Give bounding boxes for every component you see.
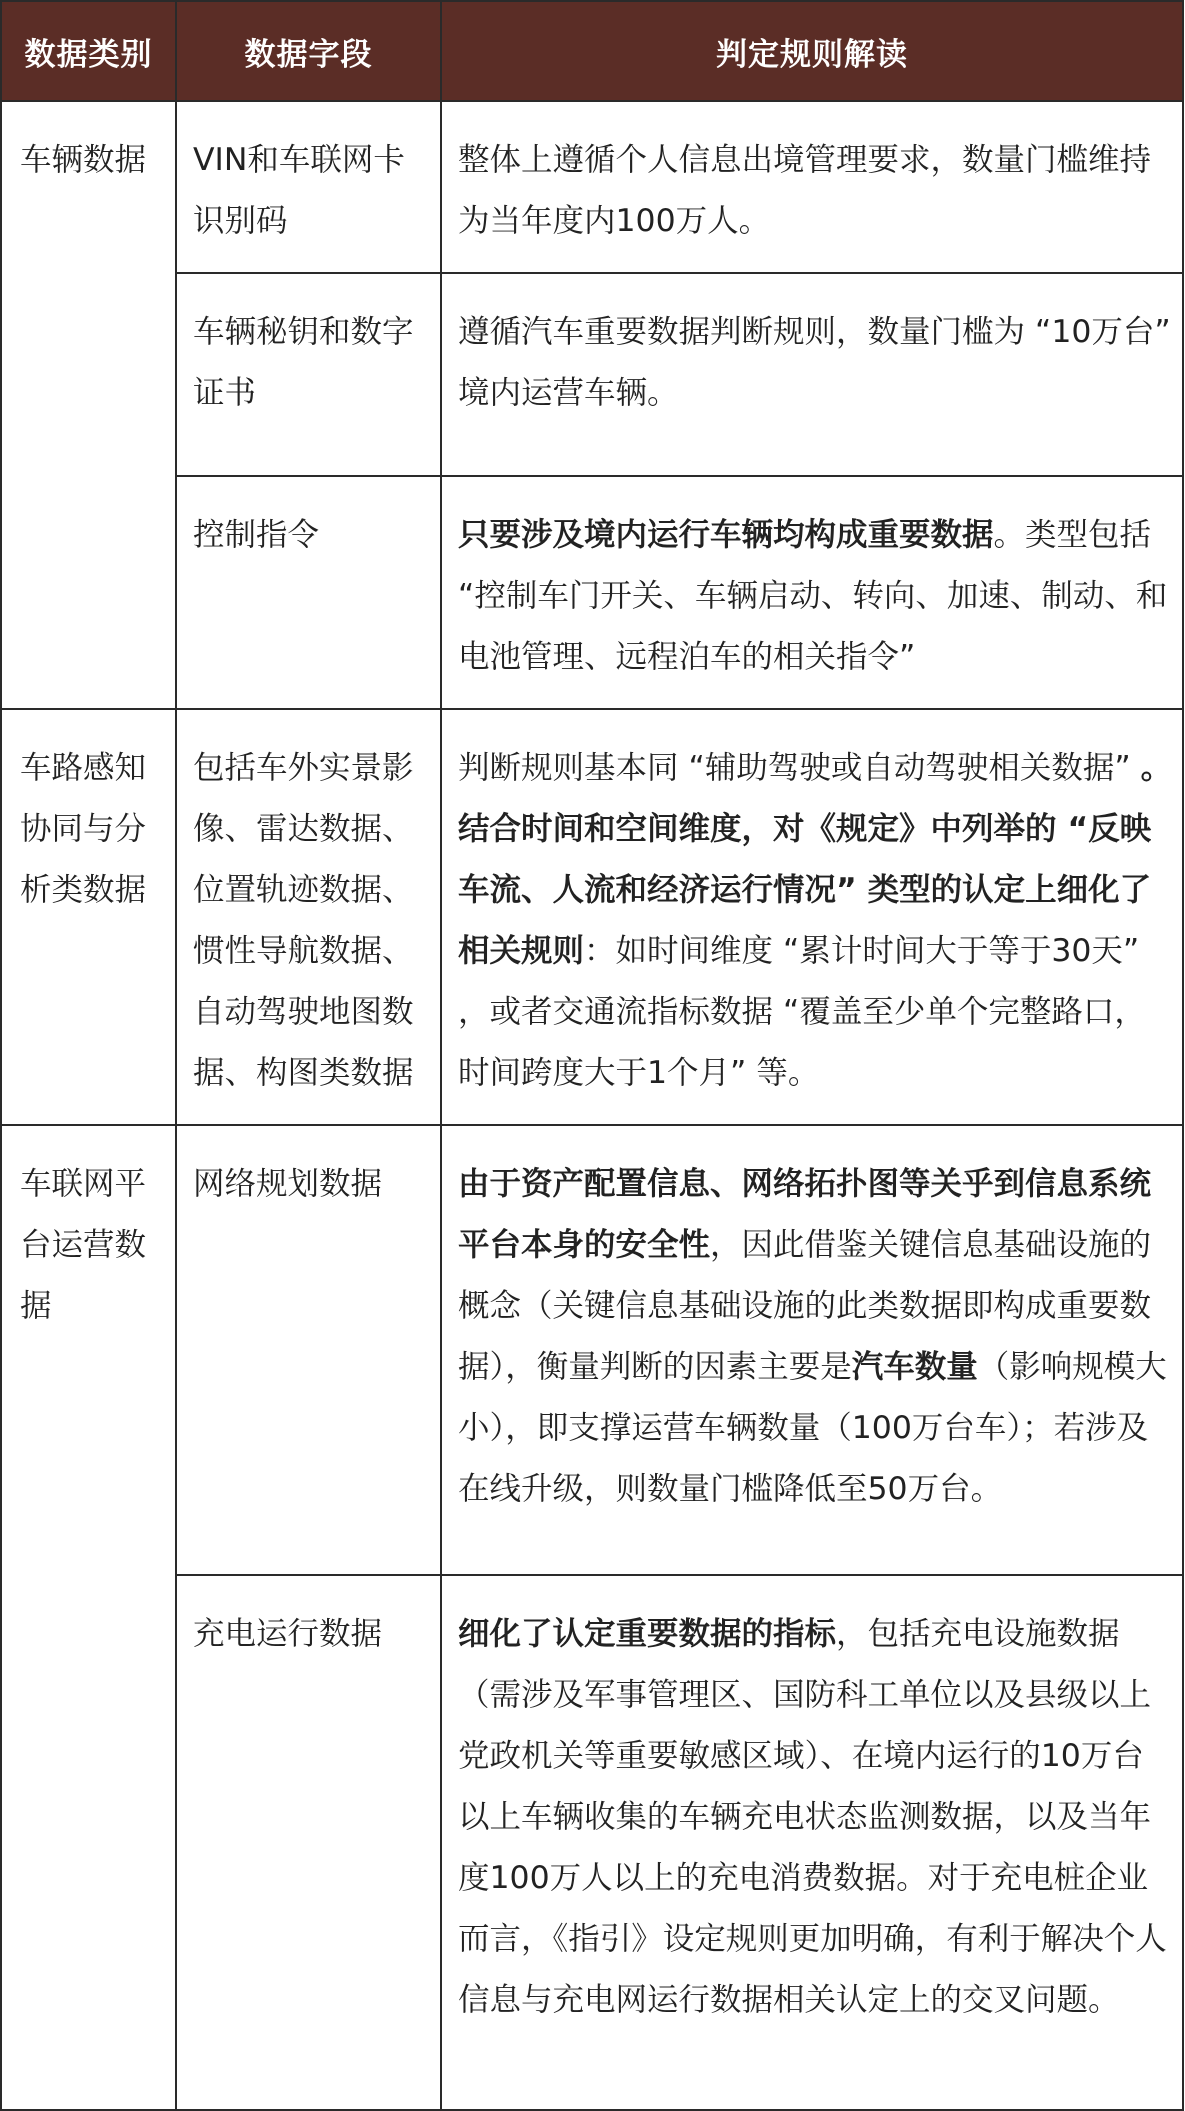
field-cell: 车辆秘钥和数字证书 [176, 273, 441, 476]
header-category: 数据类别 [1, 1, 176, 101]
rule-text-bold: 汽车数量 [851, 1349, 978, 1385]
table-row [1, 101, 1183, 273]
rule-cell [441, 273, 1183, 476]
rule-text-bold: 细化了认定重要数据的指标 [458, 1616, 837, 1652]
rule-cell [441, 476, 1183, 709]
table-row [1, 476, 1183, 709]
field-cell: 网络规划数据 [176, 1125, 441, 1575]
rule-text: 遵循汽车重要数据判断规则，数量门槛为 “10万台” 境内运营车辆。 [458, 314, 1171, 411]
header-rule: 判定规则解读 [441, 1, 1183, 101]
table-row [1, 273, 1183, 476]
category-cell: 车联网平台运营数据 [1, 1125, 176, 2110]
rule-cell [441, 1575, 1183, 2110]
rule-text: 判断规则基本同 “辅助驾驶或自动驾驶相关数据” [458, 750, 1141, 786]
rule-cell [441, 709, 1183, 1125]
rule-text: ：如时间维度 “累计时间大于等于30天” ，或者交通流指标数据 “覆盖至少单个完整路口，时间跨度大于1个月” 等。 [458, 933, 1146, 1091]
rule-text-bold: 。结合时间和空间维度，对《规定》中列举的 “反映车流、人流和经济运行情况” 类型的认定上细化了相关规则 [458, 750, 1173, 969]
field-cell: VIN和车联网卡识别码 [176, 101, 441, 273]
rule-text: 整体上遵循个人信息出境管理要求，数量门槛维持为当年度内100万人。 [458, 142, 1152, 239]
category-cell: 车路感知协同与分析类数据 [1, 709, 176, 1125]
table-row [1, 709, 1183, 1125]
rule-text: 。类型包括 “控制车门开关、车辆启动、转向、加速、制动、和电池管理、远程泊车的相关指令” [458, 517, 1168, 675]
category-cell: 车辆数据 [1, 101, 176, 709]
rule-text: （影响规模大小），即支撑运营车辆数量（100万台车）；若涉及在线升级，则数量门槛降低至50万台。 [458, 1349, 1167, 1507]
field-cell: 充电运行数据 [176, 1575, 441, 2110]
rule-text: ，包括充电设施数据（需涉及军事管理区、国防科工单位以及县级以上党政机关等重要敏感区域）、在境内运行的10万台以上车辆收集的车辆充电状态监测数据，以及当年度100万人以上的充电消费数据。对于充电桩企业而言，《指引》设定规则更加明确，有利于解决个人信息与充电网运行数据相关认定上的交叉问题。 [458, 1616, 1167, 2018]
rule-cell [441, 1125, 1183, 1575]
rule-cell [441, 101, 1183, 273]
header-field: 数据字段 [176, 1, 441, 101]
field-cell: 包括车外实景影像、雷达数据、位置轨迹数据、惯性导航数据、自动驾驶地图数据、构图类数据 [176, 709, 441, 1125]
table-row [1, 1575, 1183, 2110]
rule-text: ，因此借鉴关键信息基础设施的概念（关键信息基础设施的此类数据即构成重要数据），衡量判断的因素主要是 [458, 1227, 1152, 1385]
rule-text-bold: 只要涉及境内运行车辆均构成重要数据 [458, 517, 994, 553]
table-header-row [1, 1, 1183, 101]
rule-text-bold: 由于资产配置信息、网络拓扑图等关乎到信息系统平台本身的安全性 [458, 1166, 1152, 1263]
field-cell: 控制指令 [176, 476, 441, 709]
table-row [1, 1125, 1183, 1575]
